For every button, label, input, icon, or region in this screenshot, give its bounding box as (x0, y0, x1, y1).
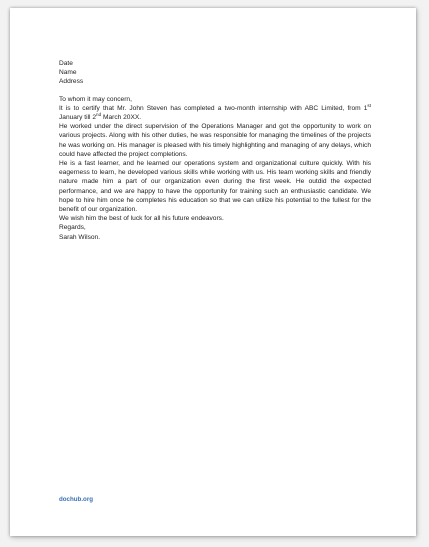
paragraph-duties: He worked under the direct supervision of the Operations Manager and got the opportunity to work on various projects. Along with his other duties, he was responsible for managing the timelines of the projects he was working on. His manager is pleased with his timely highlighting and managing of any delays, which could have affected the project completions. (59, 123, 371, 158)
salutation: To whom it may concern, (59, 95, 132, 103)
certification-text-b: January till 2 (59, 114, 97, 122)
paragraph-wishes: We wish him the best of luck for all his future endeavors. (59, 215, 224, 223)
paragraph-certification (59, 104, 371, 122)
recipient-address: Address (59, 78, 84, 86)
recipient-block (59, 68, 371, 86)
footer-website-link[interactable]: dochub.org (59, 496, 94, 503)
closing: Regards, (59, 224, 86, 232)
certification-text-a: It is to certify that Mr. John Steven has completed a two-month internship with ABC Limited, from 1 (59, 104, 368, 112)
signature-name: Sarah Wilson. (59, 233, 101, 241)
paragraph-skills: He is a fast learner, and he learned our operations system and organizational culture quickly. With his eagerness to learn, he developed various skills while working with us. His team working skills and friendly nature made him a part of our organization even during the first week. He outdid the expected performance, and we are happy to have the opportunity for training such an enthusiastic candidate. We hope to hire him once he completes his education so that we can utilize his potential to the fullest for the benefit of our organization. (59, 160, 371, 214)
certification-text-c: March 20XX. (101, 114, 142, 122)
letter-body (59, 59, 371, 242)
letter-date: Date (59, 60, 73, 67)
letter-page (10, 8, 416, 536)
recipient-name: Name (59, 69, 77, 77)
certification-sup-b: nd (96, 111, 102, 117)
certification-sup-a: st (367, 102, 371, 108)
